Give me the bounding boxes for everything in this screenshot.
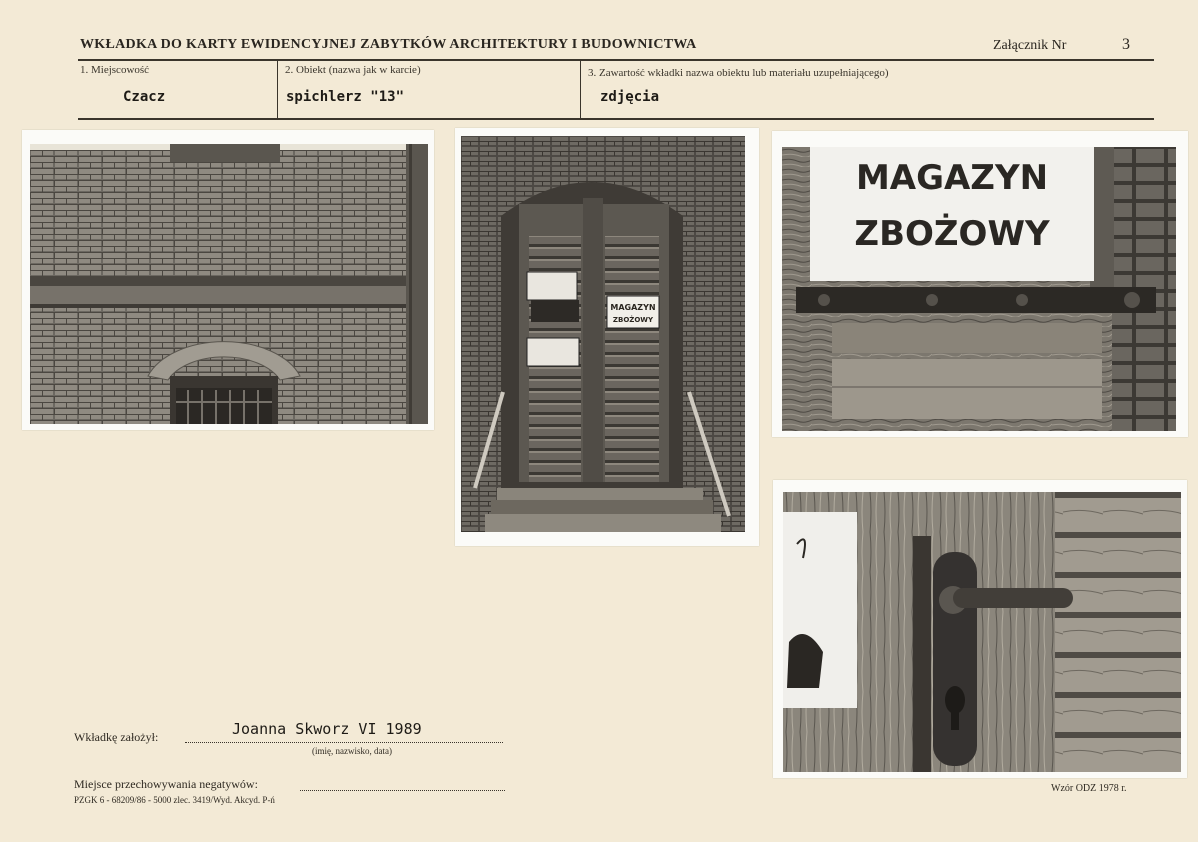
sign-closeup-image [782, 147, 1176, 431]
negatives-label: Miejsce przechowywania negatywów: [74, 777, 258, 791]
field-label-locality: 1. Miejscowość [80, 64, 150, 76]
founder-label: Wkładkę założył: [74, 730, 159, 744]
sign-line-2: ZBOŻOWY [854, 214, 1050, 254]
founder-hint: (imię, nazwisko, data) [312, 746, 392, 756]
brick-facade-image [30, 144, 428, 424]
founder-dotted-line [185, 742, 503, 743]
field-value-object: spichlerz "13" [286, 89, 405, 105]
granary-door-image [461, 136, 745, 532]
photo-sign-closeup [772, 131, 1188, 437]
form-id: Wzór ODZ 1978 r. [1051, 783, 1127, 794]
field-value-locality: Czacz [123, 89, 166, 105]
field-divider-1 [277, 61, 278, 118]
founder-value: Joanna Skworz VI 1989 [232, 720, 422, 738]
negatives-dotted-line [300, 790, 505, 791]
field-value-contents: zdjęcia [600, 89, 660, 105]
small-sign-text-1: MAGAZYN [610, 303, 656, 312]
annex-number: 3 [1122, 36, 1130, 53]
field-label-contents: 3. Zawartość wkładki nazwa obiektu lub materiału uzupełniającego) [588, 67, 889, 79]
field-label-object: 2. Obiekt (nazwa jak w karcie) [285, 64, 421, 76]
small-sign-text-2: ZBOŻOWY [612, 316, 654, 324]
header-bottom-rule [78, 118, 1154, 120]
header-top-rule [78, 59, 1154, 61]
sign-line-1: MAGAZYN [855, 158, 1049, 198]
photo-brick-facade [22, 130, 434, 430]
photo-granary-door [455, 128, 759, 546]
photo-door-handle [773, 480, 1187, 778]
annex-label: Załącznik Nr [993, 38, 1067, 53]
field-divider-2 [580, 61, 581, 118]
door-handle-image [783, 492, 1181, 772]
print-info: PZGK 6 - 68209/86 - 5000 zlec. 3419/Wyd. Akcyd. P-ń [74, 795, 275, 805]
document-title: WKŁADKA DO KARTY EWIDENCYJNEJ ZABYTKÓW ARCHITEKTURY I BUDOWNICTWA [80, 37, 697, 52]
